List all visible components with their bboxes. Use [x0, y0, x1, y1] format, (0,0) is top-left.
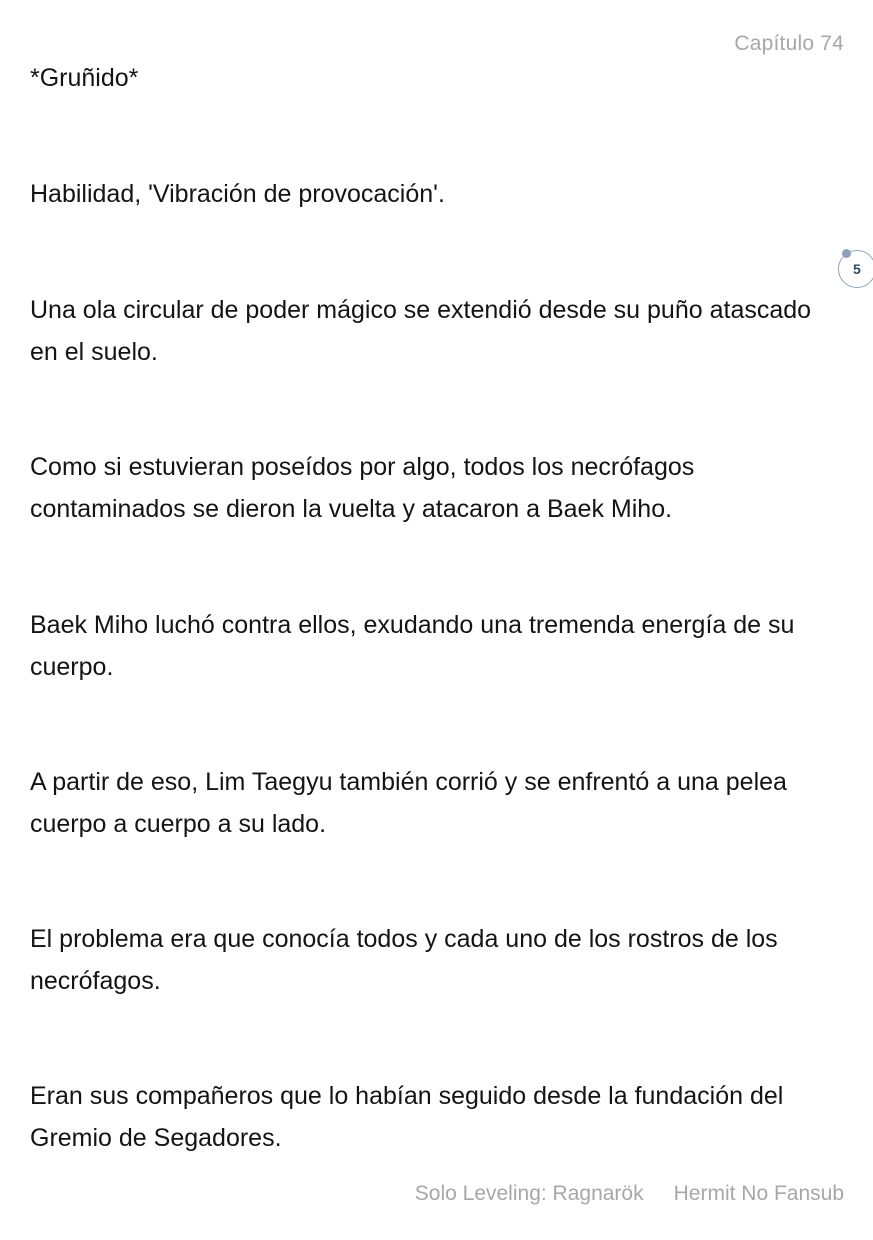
paragraph: Baek Miho luchó contra ellos, exudando una tremenda energía de su cuerpo.: [30, 611, 795, 681]
paragraph: Como si estuvieran poseídos por algo, todos los necrófagos contaminados se dieron la vuelta y atacaron a Baek Miho.: [30, 453, 695, 523]
paragraph: Una ola circular de poder mágico se extendió desde su puño atascado en el suelo.: [30, 296, 812, 366]
paragraph: *Gruñido*: [30, 64, 139, 92]
comment-count-badge[interactable]: [838, 250, 873, 288]
paragraph: El problema era que conocía todos y cada uno de los rostros de los necrófagos.: [30, 925, 778, 995]
translator-group: Hermit No Fansub: [673, 1182, 844, 1205]
footer: [415, 1182, 844, 1206]
paragraph: Habilidad, 'Vibración de provocación'.: [30, 180, 445, 208]
novel-title: Solo Leveling: Ragnarök: [414, 1182, 644, 1205]
chapter-label: Capítulo 74: [734, 32, 844, 55]
comment-count: 5: [853, 261, 861, 277]
notification-dot-icon: [842, 249, 851, 258]
paragraph: Eran sus compañeros que lo habían seguido desde la fundación del Gremio de Segadores.: [30, 1082, 784, 1152]
paragraph: A partir de eso, Lim Taegyu también corrió y se enfrentó a una pelea cuerpo a cuerpo a su lado.: [30, 768, 787, 838]
